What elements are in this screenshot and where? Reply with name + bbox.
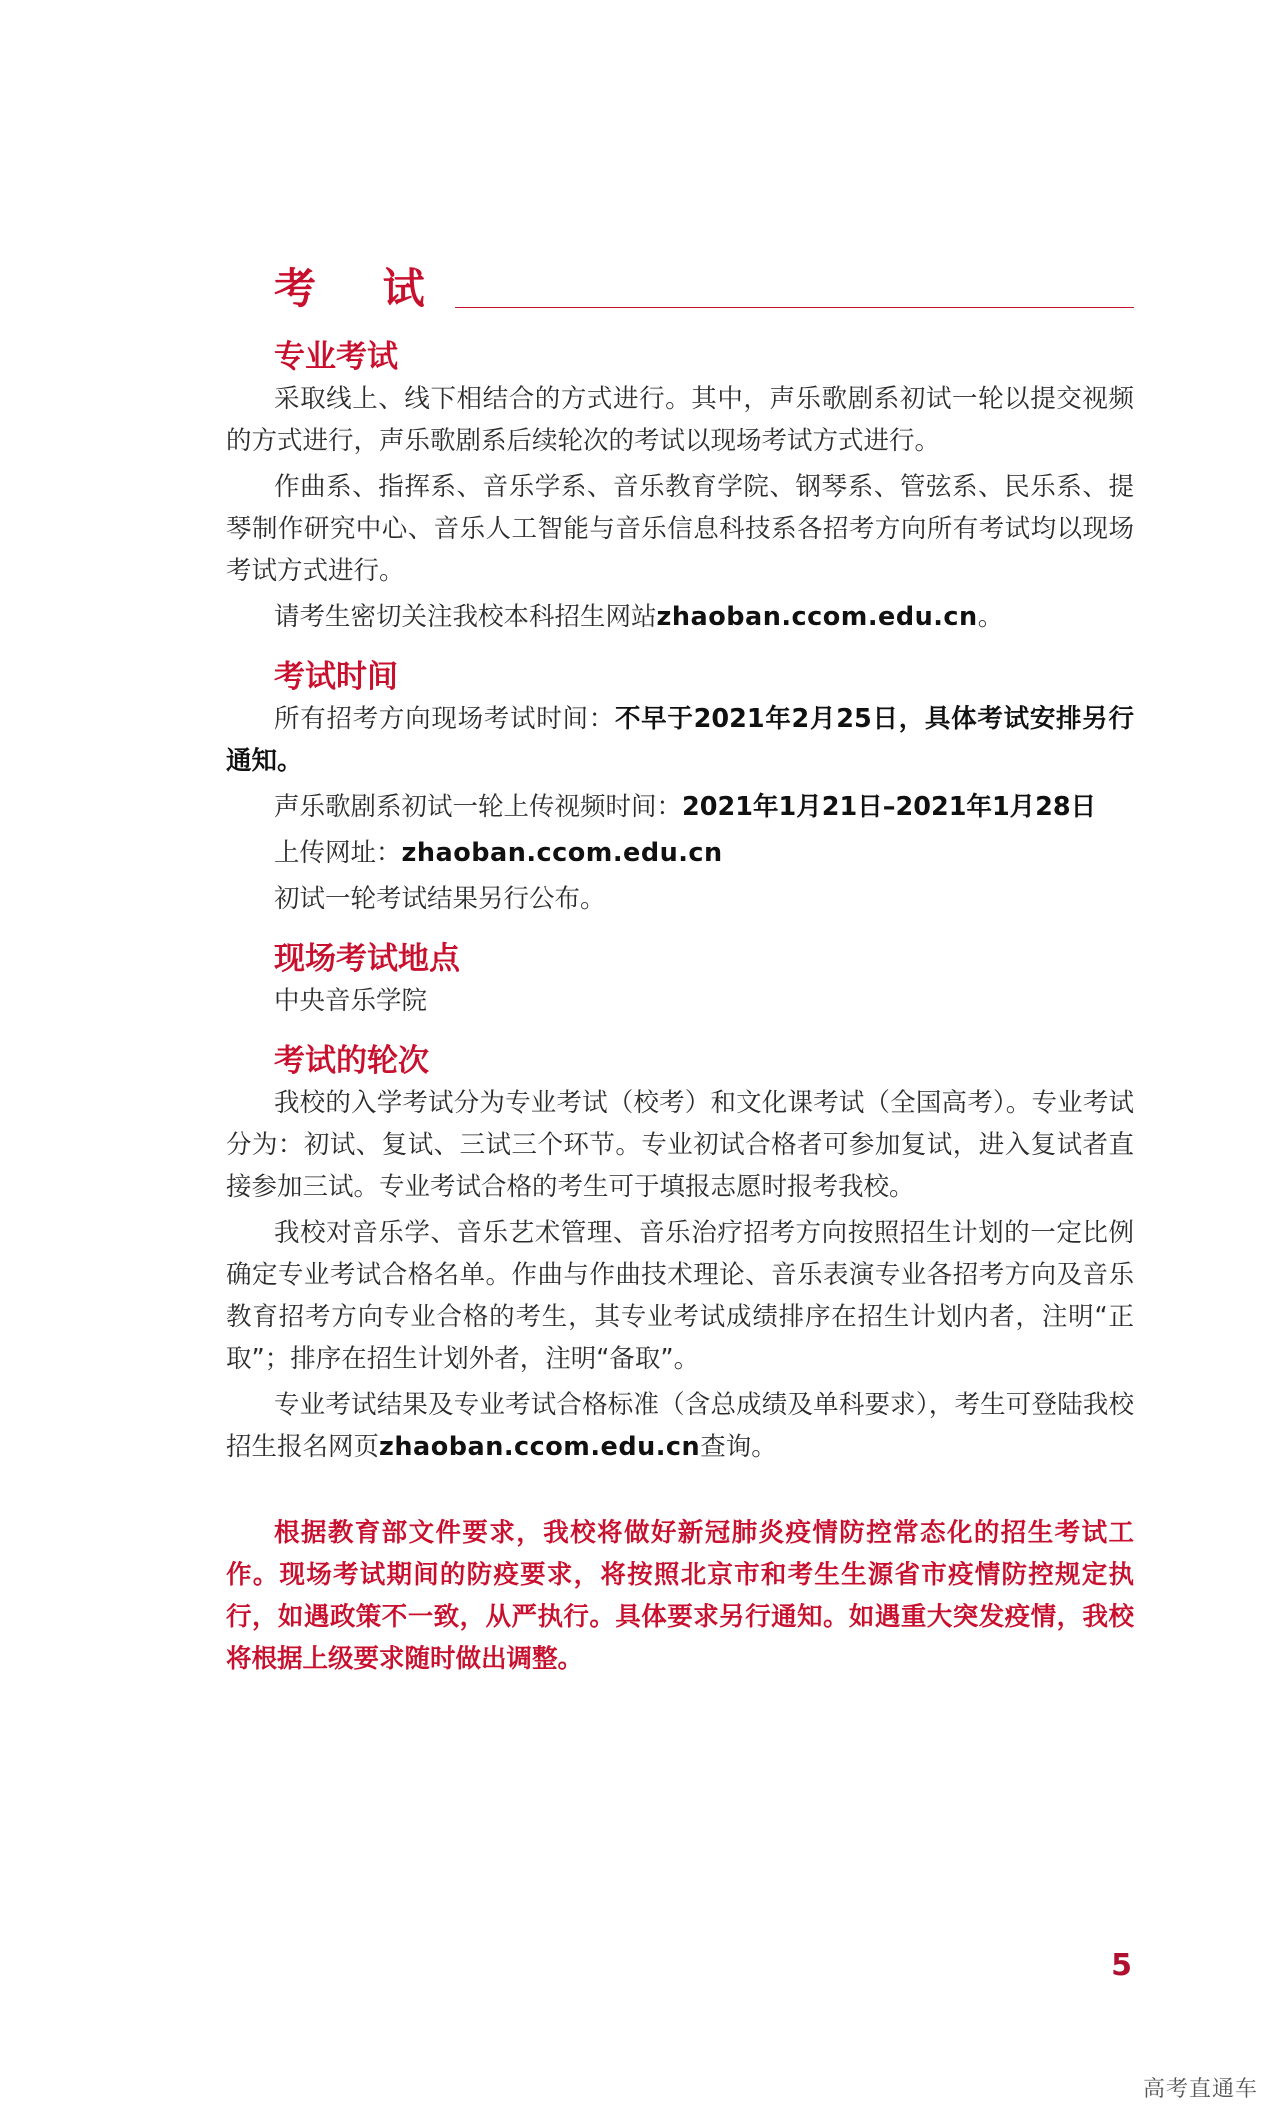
- professional-exam-paragraph-1: 采取线上、线下相结合的方式进行。其中，声乐歌剧系初试一轮以提交视频的方式进行，声乐歌剧系后续轮次的考试以现场考试方式进行。: [226, 384, 1134, 456]
- exam-time-results-note: 初试一轮考试结果另行公布。: [274, 884, 606, 914]
- professional-exam-paragraph-2: 作曲系、指挥系、音乐学系、音乐教育学院、钢琴系、管弦系、民乐系、提琴制作研究中心、音乐人工智能与音乐信息科技系各招考方向所有考试均以现场考试方式进行。: [226, 472, 1134, 586]
- section-title-rule: [455, 307, 1134, 308]
- watermark: 高考直通车: [1142, 2077, 1258, 2102]
- exam-time-upload-url: [226, 832, 1134, 874]
- exam-rounds-paragraph-3: [226, 1384, 1134, 1468]
- paragraph-3-suffix: 。: [977, 602, 1004, 632]
- heading-professional-exam: 专业考试: [274, 339, 398, 375]
- epidemic-notice: 根据教育部文件要求，我校将做好新冠肺炎疫情防控常态化的招生考试工作。现场考试期间的防疫要求，将按照北京市和考生生源省市疫情防控规定执行，如遇政策不一致，从严执行。具体要求另行通知。如遇重大突发疫情，我校将根据上级要求随时做出调整。: [226, 1518, 1134, 1674]
- video-upload-label: 声乐歌剧系初试一轮上传视频时间：: [274, 792, 683, 822]
- heading-exam-rounds: 考试的轮次: [274, 1043, 429, 1079]
- exam-time-onsite: [226, 698, 1134, 782]
- page-content: [226, 250, 1134, 1680]
- video-upload-dates: 2021年1月21日–2021年1月28日: [682, 792, 1097, 822]
- registration-website-link[interactable]: zhaoban.ccom.edu.cn: [379, 1432, 701, 1462]
- rounds-p3-suffix: 查询。: [700, 1432, 777, 1462]
- heading-exam-location: 现场考试地点: [274, 941, 460, 977]
- exam-rounds-paragraph-2: 我校对音乐学、音乐艺术管理、音乐治疗招考方向按照招生计划的一定比例确定专业考试合格名单。作曲与作曲技术理论、音乐表演专业各招考方向及音乐教育招考方向专业合格的考生，其专业考试成绩排序在招生计划内者，注明“正取”；排序在招生计划外者，注明“备取”。: [226, 1218, 1134, 1374]
- exam-rounds-paragraph-1: 我校的入学考试分为专业考试（校考）和文化课考试（全国高考）。专业考试分为：初试、复试、三试三个环节。专业初试合格者可参加复试，进入复试者直接参加三试。专业考试合格的考生可于填报志愿时报考我校。: [226, 1088, 1134, 1202]
- page-number: 5: [1111, 1948, 1132, 1983]
- professional-exam-paragraph-3: [226, 596, 1134, 638]
- exam-time-video-upload: [226, 786, 1134, 828]
- upload-url-link[interactable]: zhaoban.ccom.edu.cn: [401, 838, 723, 868]
- section-title-text: 考 试: [274, 264, 451, 313]
- admissions-website-link[interactable]: zhaoban.ccom.edu.cn: [656, 602, 978, 632]
- upload-url-label: 上传网址：: [274, 838, 402, 868]
- onsite-time-label: 所有招考方向现场考试时间：: [274, 704, 615, 734]
- section-title: [274, 250, 1134, 313]
- paragraph-3-prefix: 请考生密切关注我校本科招生网站: [274, 602, 657, 632]
- onsite-time-value: 不早于2021年2月25日，具体考试安排另行通知。: [226, 704, 1134, 776]
- rounds-p3-prefix: 专业考试结果及专业考试合格标准（含总成绩及单科要求），考生可登陆我校招生报名网页: [226, 1390, 1134, 1462]
- heading-exam-time: 考试时间: [274, 659, 398, 695]
- exam-location-text: 中央音乐学院: [274, 986, 428, 1016]
